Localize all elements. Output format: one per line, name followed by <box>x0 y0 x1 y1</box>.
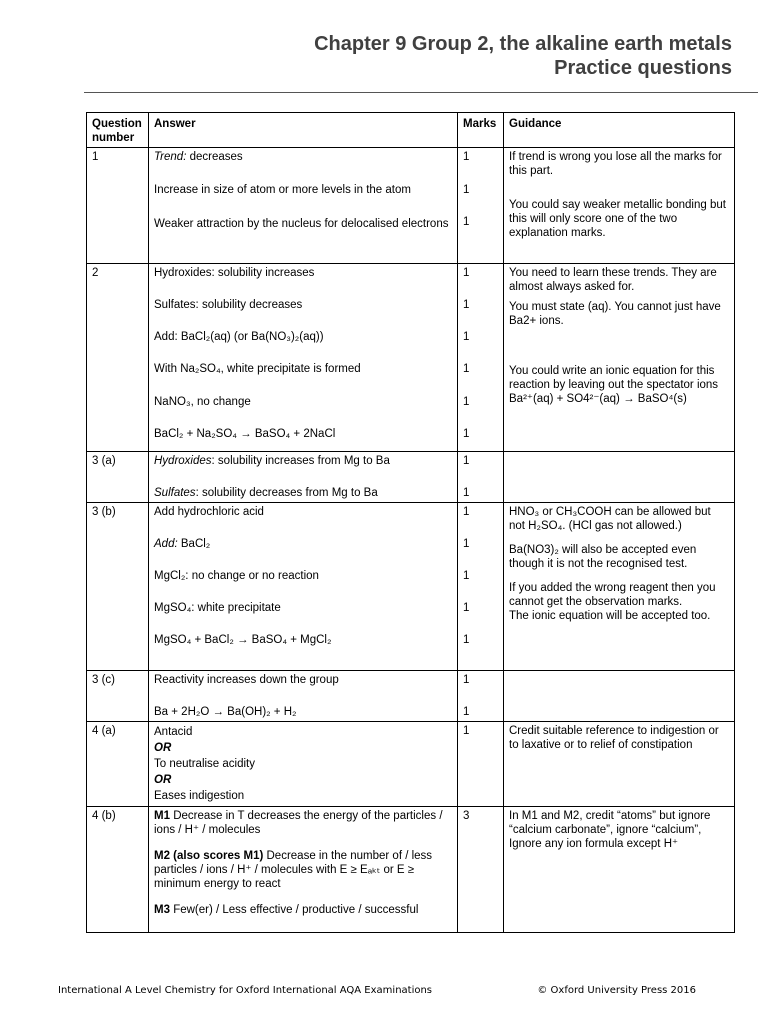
guidance-cell: In M1 and M2, credit “atoms” but ignore “calcium carbonate”, ignore “calcium”, Ignore any ion formula except H⁺ <box>504 807 735 933</box>
header-marks: Marks <box>458 113 504 148</box>
question-number: 3 (c) <box>87 671 149 722</box>
answer-cell: Hydroxides: solubility increases from Mg to Ba Sulfates: solubility decreases from Mg to Ba <box>149 452 458 503</box>
question-number: 3 (a) <box>87 452 149 503</box>
header-guidance: Guidance <box>504 113 735 148</box>
table-row <box>87 671 735 722</box>
marks-cell: 1 1 1 1 1 <box>458 503 504 671</box>
header-rule <box>84 92 758 93</box>
answer-cell: Add hydrochloric acid Add: BaCl₂ MgCl₂: no change or no reaction MgSO₄: white precipitate MgSO₄ + BaCl₂ → BaSO₄ + MgCl₂ <box>149 503 458 671</box>
question-number: 1 <box>87 148 149 264</box>
footer-publication: International A Level Chemistry for Oxford International AQA Examinations <box>58 985 433 996</box>
table-row <box>87 452 735 503</box>
guidance-cell <box>504 148 735 264</box>
table-row <box>87 264 735 452</box>
header-answer: Answer <box>149 113 458 148</box>
header-question: Question number <box>87 113 149 148</box>
marks-cell: 1 <box>458 722 504 807</box>
table-row <box>87 807 735 933</box>
marks-cell: 1 1 1 <box>458 148 504 264</box>
guidance-cell <box>504 671 735 722</box>
answers-table <box>86 112 735 933</box>
answer-cell: M1 Decrease in T decreases the energy of the particles / ions / H⁺ / molecules M2 (also scores M1) Decrease in the number of / less particles / ions / H⁺ / molecules with E ≥ Eₐₖₜ or E ≥ minimum energy to react M3 Few(er) / Less effective / productive / successful <box>149 807 458 933</box>
question-number: 3 (b) <box>87 503 149 671</box>
table-header-row <box>87 113 735 148</box>
marks-cell: 1 1 <box>458 671 504 722</box>
table-row <box>87 722 735 807</box>
table-row <box>87 148 735 264</box>
footer-copyright: © Oxford University Press 2016 <box>537 985 696 996</box>
answer-line: Trend: decreases <box>154 151 243 163</box>
marks-cell: 3 <box>458 807 504 933</box>
marks-cell: 1 1 1 1 1 1 <box>458 264 504 452</box>
answer-cell <box>149 148 458 264</box>
page-subtitle: Practice questions <box>554 57 732 79</box>
question-number: 4 (a) <box>87 722 149 807</box>
guidance-cell: Credit suitable reference to indigestion or to laxative or to relief of constipation <box>504 722 735 807</box>
question-number: 2 <box>87 264 149 452</box>
guidance-line: You could say weaker metallic bonding but this will only score one of the two explanation marks. <box>509 199 726 239</box>
marks-cell: 1 1 <box>458 452 504 503</box>
answer-cell: Reactivity increases down the group Ba + 2H₂O → Ba(OH)₂ + H₂ <box>149 671 458 722</box>
guidance-cell: HNO₃ or CH₃COOH can be allowed but not H₂SO₄. (HCl gas not allowed.) Ba(NO3)₂ will also be accepted even though it is not the recognised test. If you added the wrong reagent then you cannot get the observation marks. The ionic equation will be accepted too. <box>504 503 735 671</box>
guidance-cell: You need to learn these trends. They are almost always asked for. You must state (aq). You cannot just have Ba2+ ions. You could write an ionic equation for this reaction by leaving out the spectator ions Ba²⁺(aq) + SO4²⁻(aq) → BaSO⁴(s) <box>504 264 735 452</box>
answer-line: Weaker attraction by the nucleus for delocalised electrons <box>154 218 449 230</box>
chapter-title: Chapter 9 Group 2, the alkaline earth metals <box>314 33 732 55</box>
guidance-line: If trend is wrong you lose all the marks for this part. <box>509 151 722 177</box>
guidance-cell <box>504 452 735 503</box>
answer-cell: Hydroxides: solubility increases Sulfates: solubility decreases Add: BaCl₂(aq) (or Ba(NO₃)₂(aq)) With Na₂SO₄, white precipitate is formed NaNO₃, no change BaCl₂ + Na₂SO₄ → BaSO₄ + 2NaCl <box>149 264 458 452</box>
answer-line: Increase in size of atom or more levels in the atom <box>154 184 411 196</box>
question-number: 4 (b) <box>87 807 149 933</box>
answer-cell: Antacid OR To neutralise acidity OR Eases indigestion <box>149 722 458 807</box>
table-row <box>87 503 735 671</box>
